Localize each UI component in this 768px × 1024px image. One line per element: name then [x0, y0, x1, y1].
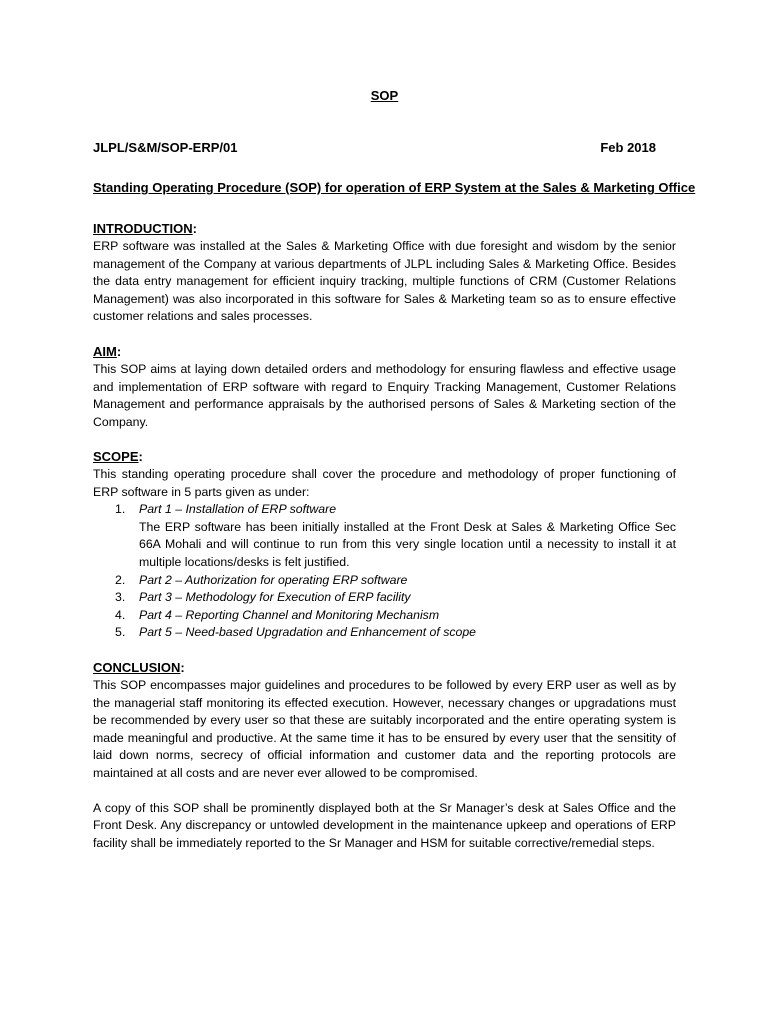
conclusion-body: This SOP encompasses major guidelines and procedures to be followed by every ERP user as well as by the managerial staff monitoring its effected execution. However, necessary changes or upgradations must be recommended by every user so that these are suitably incorporated and the entire operating system is made meaningful and productive. At the same time it has to be ensured by every user that the sensitity of laid down norms, secrecy of official information and customer data and the reporting protocols are maintained at all costs and are never ever allowed to be compromised.: [93, 678, 676, 780]
aim-body: This SOP aims at laying down detailed orders and methodology for ensuring flawless and effective usage and implementation of ERP software with regard to Enquiry Tracking Management, Customer Relations Management and performance appraisals by the authorised persons of Sales & Marketing section of the Company.: [93, 362, 676, 429]
scope-intro: This standing operating procedure shall cover the procedure and methodology of proper functioning of ERP software in 5 parts given as under:: [93, 467, 676, 499]
document-page: [93, 0, 696, 1024]
document-title: SOP: [370, 88, 399, 103]
conclusion-section: [93, 659, 676, 852]
part-title: Part 4 – Reporting Channel and Monitoring Mechanism: [139, 607, 440, 622]
introduction-heading: INTRODUCTION:: [93, 221, 198, 236]
list-item: 4. Part 4 – Reporting Channel and Monitoring Mechanism: [115, 607, 440, 622]
part-title: Part 1 – Installation of ERP software: [139, 502, 337, 517]
list-item: 3. Part 3 – Methodology for Execution of ERP facility: [115, 590, 411, 605]
list-item: 5. Part 5 – Need-based Upgradation and Enhancement of scope: [115, 625, 477, 640]
list-item: 1. Part 1 – Installation of ERP software The ERP software has been initially installed at the Front Desk at Sales & Marketing Office Sec 66A Mohali and will continue to run from this very single location until a necessity to install it at multiple locations/desks is felt justified.: [93, 501, 676, 571]
part-description: The ERP software has been initially installed at the Front Desk at Sales & Marketing Office Sec 66A Mohali and will continue to run from this very single location until a necessity to install it at multiple locations/desks is felt justified.: [139, 519, 676, 569]
reference-number: JLPL/S&M/SOP-ERP/01: [93, 140, 238, 155]
introduction-section: [93, 220, 676, 326]
part-title: Part 2 – Authorization for operating ERP software: [139, 572, 408, 587]
conclusion-heading: CONCLUSION:: [93, 660, 185, 675]
part-title: Part 5 – Need-based Upgradation and Enhancement of scope: [139, 625, 477, 640]
aim-heading: AIM:: [93, 344, 122, 359]
scope-parts-list: [93, 501, 676, 642]
aim-section: [93, 343, 676, 431]
scope-section: [93, 448, 676, 642]
introduction-body: ERP software was installed at the Sales & Marketing Office with due foresight and wisdom by the senior management of the Company at various departments of JLPL including Sales & Marketing Office. Besides the data entry management for efficient inquiry tracking, multiple functions of CRM (Customer Relations Management) was also incorporated in this software for Sales & Marketing team so as to ensure effective customer relations and sales processes.: [93, 239, 676, 324]
reference-row: [93, 140, 656, 155]
list-item: 2. Part 2 – Authorization for operating ERP software: [115, 572, 408, 587]
scope-heading: SCOPE:: [93, 449, 143, 464]
part-title: Part 3 – Methodology for Execution of ERP facility: [139, 590, 411, 605]
document-subject: Standing Operating Procedure (SOP) for operation of ERP System at the Sales & Marketing Office: [93, 180, 696, 195]
conclusion-display-note: A copy of this SOP shall be prominently displayed both at the Sr Manager’s desk at Sales Office and the Front Desk. Any discrepancy or untowled development in the maintenance upkeep and operations of ERP facility shall be immediately reported to the Sr Manager and HSM for suitable corrective/remedial steps.: [93, 800, 676, 850]
document-date: Feb 2018: [600, 140, 656, 155]
